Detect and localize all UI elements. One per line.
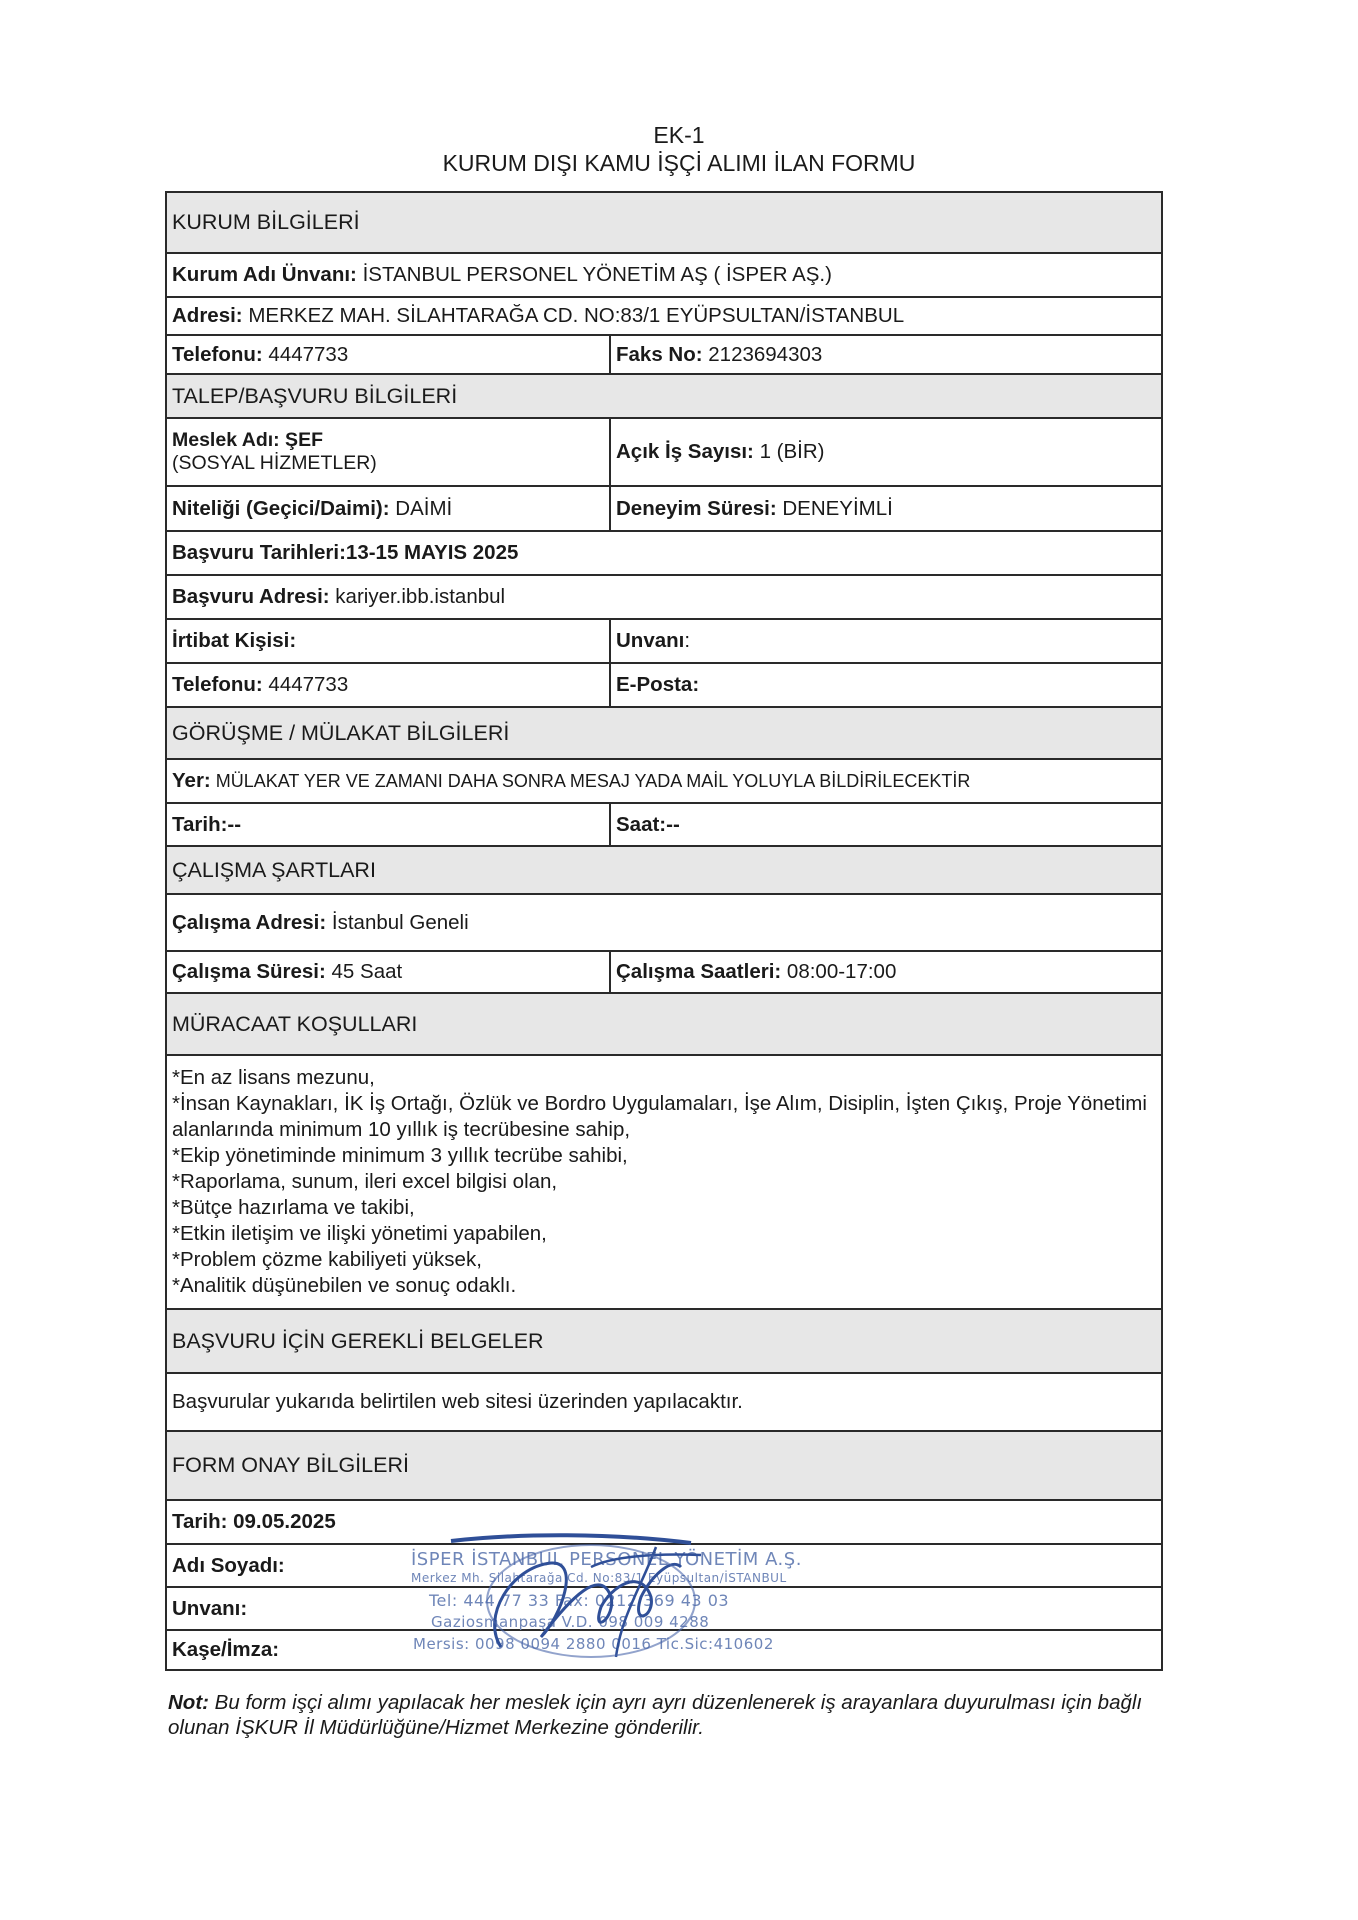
field-value: 08:00-17:00 <box>781 960 897 983</box>
field-value: DENEYİMLİ <box>776 496 893 520</box>
field-value: kariyer.ibb.istanbul <box>329 585 506 608</box>
list-item: *Raporlama, sunum, ileri excel bilgisi olan, <box>172 1170 558 1193</box>
field-label: Meslek Adı: <box>172 429 280 451</box>
row-mulakat-yer <box>167 758 1161 802</box>
field-label: E-Posta: <box>616 673 700 696</box>
field-label: Yer: <box>172 769 211 792</box>
section-belgeler <box>167 1308 1161 1372</box>
stamp-line: Mersis: 0098 0094 2880 0016 Tic.Sic:410602 <box>413 1635 774 1653</box>
field-value: 13-15 MAYIS 2025 <box>345 541 519 564</box>
section-muracaat <box>167 992 1161 1054</box>
form-annex-label: EK-1 <box>653 122 705 148</box>
section-title: GÖRÜŞME / MÜLAKAT BİLGİLERİ <box>167 708 1161 758</box>
list-item: *Bütçe hazırlama ve takibi, <box>172 1196 415 1219</box>
stamp-line: Merkez Mh. Silahtarağa Cd. No:83/1 Eyüpsultan/İSTANBUL <box>411 1571 787 1585</box>
list-item: *En az lisans mezunu, <box>172 1066 375 1089</box>
row-basvuru-tarih <box>167 530 1161 574</box>
row-nitelik <box>167 485 1161 530</box>
field-value: ŞEF <box>279 429 323 451</box>
field-label: Açık İş Sayısı: <box>616 440 754 463</box>
field-label: Çalışma Adresi: <box>172 910 327 934</box>
field-value: 4447733 <box>262 673 349 696</box>
field-label: Başvuru Tarihleri: <box>172 541 346 564</box>
section-title: FORM ONAY BİLGİLERİ <box>167 1432 1161 1499</box>
note-label: Not: <box>168 1691 209 1714</box>
row-basvuru-adres <box>167 574 1161 618</box>
footer-note <box>168 1690 1163 1740</box>
field-label: İrtibat Kişisi: <box>172 629 297 652</box>
field-value: 09.05.2025 <box>227 1510 336 1533</box>
row-irtibat <box>167 618 1161 662</box>
field-value: DAİMİ <box>389 496 453 520</box>
list-item: *Problem çözme kabiliyeti yüksek, <box>172 1248 482 1271</box>
field-value: MERKEZ MAH. SİLAHTARAĞA CD. NO:83/1 EYÜPSULTAN/İSTANBUL <box>242 304 905 327</box>
list-item: *Ekip yönetiminde minimum 3 yıllık tecrübe sahibi, <box>172 1144 628 1167</box>
row-calisma-sure <box>167 950 1161 992</box>
row-kurum-unvan <box>167 252 1161 296</box>
field-value: 4447733 <box>262 342 349 366</box>
list-item: *İnsan Kaynakları, İK İş Ortağı, Özlük ve Bordro Uygulamaları, İşe Alım, Disiplin, İşten Çıkış, Proje Yönetimi alanlarında minimum 10 yıllık iş tecrübesine sahip, <box>172 1092 1147 1141</box>
section-calisma <box>167 845 1161 893</box>
list-item: *Analitik düşünebilen ve sonuç odaklı. <box>172 1274 517 1297</box>
field-value: İstanbul Geneli <box>326 910 469 934</box>
field-label: Deneyim Süresi: <box>616 496 777 520</box>
section-title: ÇALIŞMA ŞARTLARI <box>167 847 1161 893</box>
stamp-line: Gaziosmanpaşa V.D. 098 009 4288 <box>431 1613 710 1631</box>
field-label: Unvanı <box>616 629 685 652</box>
form-table <box>165 191 1163 1671</box>
form-title: KURUM DIŞI KAMU İŞÇİ ALIMI İLAN FORMU <box>442 150 916 176</box>
field-label: Tarih:-- <box>172 812 242 836</box>
field-label: Saat:-- <box>616 812 680 836</box>
field-label: Tarih: <box>172 1510 228 1533</box>
field-value: MÜLAKAT YER VE ZAMANI DAHA SONRA MESAJ YADA MAİL YOLUYLA BİLDİRİLECEKTİR <box>210 770 971 791</box>
row-muracaat-list <box>167 1054 1161 1308</box>
row-onay-ad <box>167 1543 1161 1586</box>
row-calisma-adres <box>167 893 1161 950</box>
section-kurum <box>167 193 1161 252</box>
row-belgeler-text <box>167 1372 1161 1430</box>
field-label: Kurum Adı Ünvanı: <box>172 263 357 286</box>
note-text: Bu form işçi alımı yapılacak her meslek için ayrı ayrı düzenlenerek iş arayanlara duyurulması için bağlı olunan İŞKUR İl Müdürlüğüne/Hizmet Merkezine gönderilir. <box>168 1691 1148 1739</box>
section-talep <box>167 373 1161 417</box>
row-kurum-adres <box>167 296 1161 334</box>
row-irtibat-telefon <box>167 662 1161 706</box>
section-gorusme <box>167 706 1161 758</box>
field-label: Niteliği (Geçici/Daimi): <box>172 496 390 520</box>
list-item: *Etkin iletişim ve ilişki yönetimi yapabilen, <box>172 1222 547 1245</box>
section-onay <box>167 1430 1161 1499</box>
row-kurum-telefon-faks <box>167 334 1161 373</box>
field-label: Çalışma Süresi: <box>172 960 326 983</box>
field-label-colon: : <box>684 629 691 652</box>
field-value-sub: (SOSYAL HİZMETLER) <box>172 452 377 474</box>
row-meslek <box>167 417 1161 485</box>
requirements-list <box>167 1056 1161 1308</box>
row-onay-kase <box>167 1629 1161 1669</box>
stamp-line: İSPER İSTANBUL PERSONEL YÖNETİM A.Ş. <box>411 1549 802 1570</box>
documents-text: Başvurular yukarıda belirtilen web sitesi üzerinden yapılacaktır. <box>172 1390 743 1413</box>
field-label: Adresi: <box>172 304 243 327</box>
field-value: 45 Saat <box>325 960 403 983</box>
section-title: TALEP/BAŞVURU BİLGİLERİ <box>167 375 1161 417</box>
row-onay-tarih <box>167 1499 1161 1543</box>
field-label: Kaşe/İmza: <box>172 1638 280 1661</box>
section-title: MÜRACAAT KOŞULLARI <box>167 994 1161 1054</box>
row-mulakat-tarih-saat <box>167 802 1161 845</box>
field-label: Faks No: <box>616 342 703 366</box>
field-value: 1 (BİR) <box>753 440 825 463</box>
field-label: Telefonu: <box>172 342 263 366</box>
field-label: Çalışma Saatleri: <box>616 960 782 983</box>
field-label: Başvuru Adresi: <box>172 585 330 608</box>
field-label: Unvanı: <box>172 1596 248 1620</box>
field-label: Telefonu: <box>172 673 263 696</box>
field-value: İSTANBUL PERSONEL YÖNETİM AŞ ( İSPER AŞ.) <box>356 263 832 286</box>
row-onay-unvan <box>167 1586 1161 1629</box>
stamp-line: Tel: 444 77 33 Fax: 0212 369 43 03 <box>429 1591 730 1610</box>
section-title: BAŞVURU İÇİN GEREKLİ BELGELER <box>167 1310 1161 1372</box>
field-value: 2123694303 <box>702 342 823 366</box>
field-label: Adı Soyadı: <box>172 1553 285 1577</box>
section-title: KURUM BİLGİLERİ <box>167 193 1161 252</box>
